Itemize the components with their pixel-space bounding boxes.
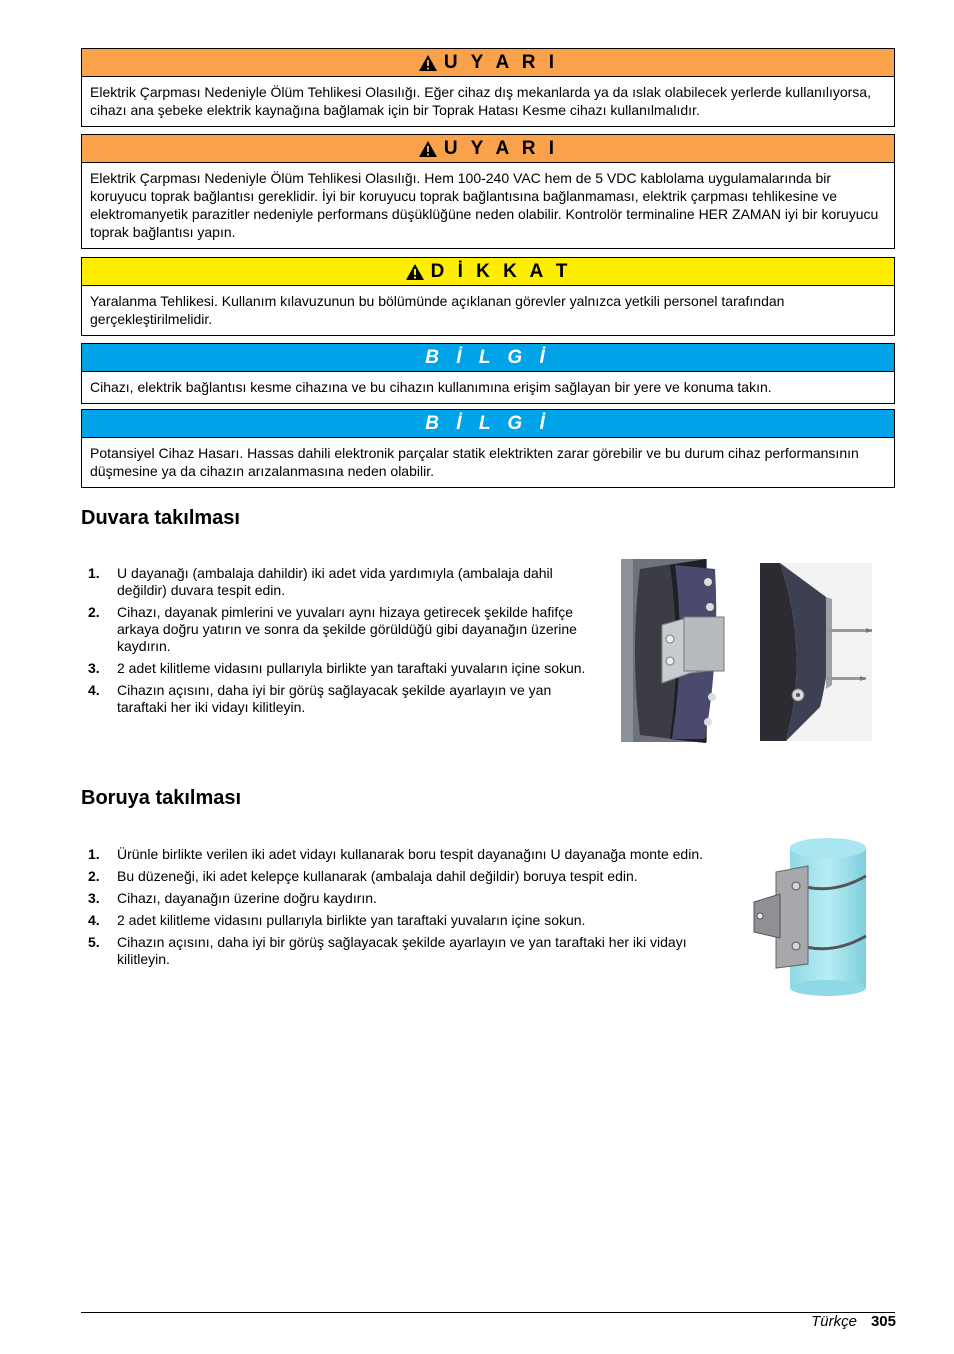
step-text: 2 adet kilitleme vidasını pullarıyla birlikte yan taraftaki yuvaların içine sokun. [117, 660, 586, 676]
list-item [81, 912, 726, 929]
step-text: Bu düzeneği, iki adet kelepçe kullanarak (ambalaja dahil değildir) boruya tespit edin. [117, 868, 638, 884]
step-number: 3. [88, 890, 100, 906]
list-item [81, 846, 726, 863]
warning-header [82, 135, 894, 163]
list-item [81, 660, 591, 677]
list-item [81, 604, 591, 655]
caution-box [81, 257, 895, 336]
step-number: 4. [88, 912, 100, 928]
pipe-mount-illustration [746, 836, 876, 996]
notice-box-2 [81, 409, 895, 488]
notice-box-1 [81, 343, 895, 404]
step-number: 1. [88, 846, 100, 862]
step-number: 4. [88, 682, 100, 698]
step-number: 3. [88, 660, 100, 676]
footer-divider [81, 1312, 895, 1313]
footer-language: Türkçe [811, 1313, 857, 1330]
caution-title: D İ K K A T [430, 260, 572, 282]
notice-header [82, 344, 894, 372]
step-text: U dayanağı (ambalaja dahildir) iki adet vida yardımıyla (ambalaja dahil değildir) duvara tespit edin. [117, 565, 553, 598]
warning-title: U Y A R I [443, 51, 559, 73]
step-number: 5. [88, 934, 100, 950]
notice-title: B İ L G İ [425, 346, 551, 368]
warning-title: U Y A R I [443, 137, 559, 159]
wall-mount-heading: Duvara takılması [81, 507, 240, 529]
list-item [81, 565, 591, 599]
notice-title: B İ L G İ [425, 412, 551, 434]
wall-mount-illustration [620, 557, 875, 745]
step-number: 2. [88, 604, 100, 620]
step-number: 2. [88, 868, 100, 884]
caution-text: Yaralanma Tehlikesi. Kullanım kılavuzunun bu bölümünde açıklanan görevler yalnızca yetkili personel tarafından gerçekleştirilmelidir. [90, 293, 785, 327]
caution-header [82, 258, 894, 286]
notice-text: Cihazı, elektrik bağlantısı kesme cihazına ve bu cihazın kullanımına erişim sağlayan bir yere ve konuma takın. [90, 379, 772, 395]
warning-triangle-icon [405, 263, 425, 281]
notice-text: Potansiyel Cihaz Hasarı. Hassas dahili elektronik parçalar statik elektrikten zarar görebilir ve bu durum cihaz performansının düşmesine ya da cihazın arızalanmasına neden olabilir. [90, 445, 859, 479]
wall-mount-steps [81, 565, 591, 721]
page-number: 305 [870, 1313, 896, 1330]
step-text: Cihazın açısını, daha iyi bir görüş sağlayacak şekilde ayarlayın ve yan taraftaki her iki vidayı kilitleyin. [117, 682, 552, 715]
step-text: 2 adet kilitleme vidasını pullarıyla birlikte yan taraftaki yuvaların içine sokun. [117, 912, 586, 928]
warning-text: Elektrik Çarpması Nedeniyle Ölüm Tehlikesi Olasılığı. Hem 100-240 VAC hem de 5 VDC kablolama uygulamalarında bir koruyucu toprak bağlantısı gereklidir. İyi bir koruyucu toprak bağlantısına bağlanmaması, elektrik çarpması tehlikesine ve elektromanyetik parazitler nedeniyle performans düşüklüğüne neden olabilir. Kontrolör terminaline HER ZAMAN iyi bir koruyucu toprak bağlantısı yapın. [90, 170, 879, 240]
warning-box-1 [81, 48, 895, 127]
list-item [81, 682, 591, 716]
list-item [81, 868, 726, 885]
step-text: Cihazın açısını, daha iyi bir görüş sağlayacak şekilde ayarlayın ve yan taraftaki her iki vidayı kilitleyin. [117, 934, 687, 967]
step-number: 1. [88, 565, 100, 581]
pipe-mount-steps [81, 846, 726, 973]
list-item [81, 890, 726, 907]
list-item [81, 934, 726, 968]
warning-text: Elektrik Çarpması Nedeniyle Ölüm Tehlikesi Olasılığı. Eğer cihaz dış mekanlarda ya da ıslak olabilecek yerlerde kullanılıyorsa, cihazı ana şebeke elektrik kaynağına bağlamak için bir Toprak Hatası Kesme cihazı kullanılmalıdır. [90, 84, 871, 118]
page-footer [811, 1313, 896, 1330]
pipe-mount-heading: Boruya takılması [81, 787, 242, 809]
warning-box-2 [81, 134, 895, 249]
step-text: Cihazı, dayanağın üzerine doğru kaydırın. [117, 890, 377, 906]
warning-header [82, 49, 894, 77]
warning-triangle-icon [418, 54, 438, 72]
warning-triangle-icon [418, 140, 438, 158]
notice-header [82, 410, 894, 438]
step-text: Ürünle birlikte verilen iki adet vidayı kullanarak boru tespit dayanağını U dayanağa monte edin. [117, 846, 704, 862]
step-text: Cihazı, dayanak pimlerini ve yuvaları aynı hizaya getirecek şekilde hafifçe arkaya doğru yatırın ve sonra da şekilde görüldüğü gibi dayanağın üzerine kaydırın. [117, 604, 577, 654]
